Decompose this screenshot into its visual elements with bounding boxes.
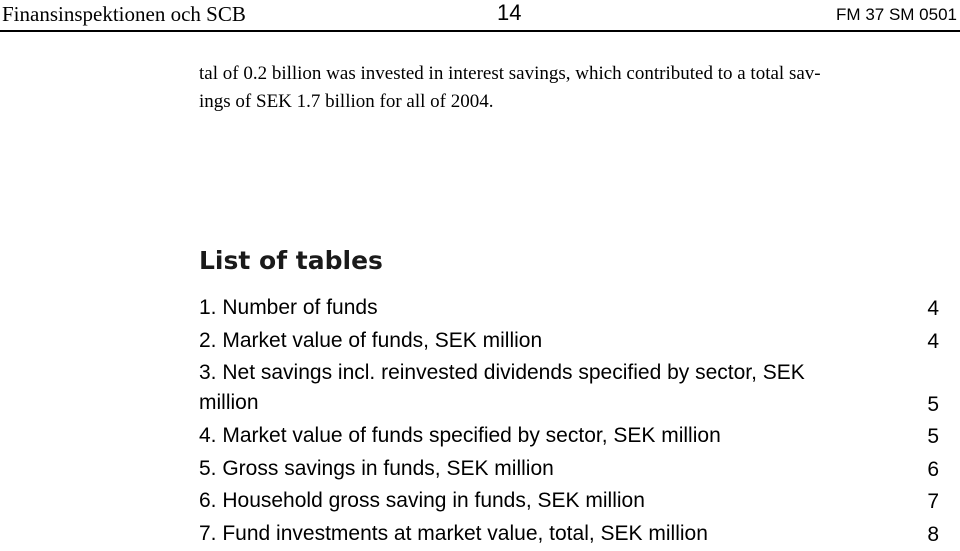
toc-entry-label-line: million [199,391,259,414]
header-document-code: FM 37 SM 0501 [836,5,957,25]
toc-entry[interactable] [199,293,939,326]
toc-entry-page: 8 [927,519,939,551]
toc-entry-page: 7 [927,486,939,519]
header-page-number: 14 [497,0,521,26]
toc-entry-page: 5 [927,389,939,422]
toc-entry-label: 6. Household gross saving in funds, SEK million [199,486,645,516]
body-paragraph [199,60,944,116]
page-header [0,0,960,30]
body-line: ings of SEK 1.7 billion for all of 2004. [199,88,944,116]
toc-entry-label: 7. Fund investments at market value, total, SEK million [199,519,708,549]
toc-entry[interactable] [199,358,939,421]
toc-entry-page: 5 [927,421,939,454]
toc-entry-label: 2. Market value of funds, SEK million [199,326,542,356]
toc-entry-page: 4 [927,326,939,359]
toc-entry[interactable] [199,519,939,551]
toc-entry-label: 4. Market value of funds specified by sector, SEK million [199,421,721,451]
toc-entry-label [199,358,805,418]
toc-entry-label: 1. Number of funds [199,293,378,323]
toc-entry-page: 6 [927,454,939,487]
header-publisher: Finansinspektionen och SCB [2,2,246,27]
header-rule [0,30,960,32]
toc-entry[interactable] [199,326,939,359]
toc-title: List of tables [199,246,383,275]
toc-entry-label-line: 3. Net savings incl. reinvested dividends specified by sector, SEK [199,361,805,384]
toc-entry[interactable] [199,454,939,487]
toc-entry[interactable] [199,486,939,519]
body-line: tal of 0.2 billion was invested in interest savings, which contributed to a total sav- [199,60,944,88]
toc-entry[interactable] [199,421,939,454]
toc-entry-label: 5. Gross savings in funds, SEK million [199,454,554,484]
table-of-contents [199,293,939,551]
toc-entry-page: 4 [927,293,939,326]
